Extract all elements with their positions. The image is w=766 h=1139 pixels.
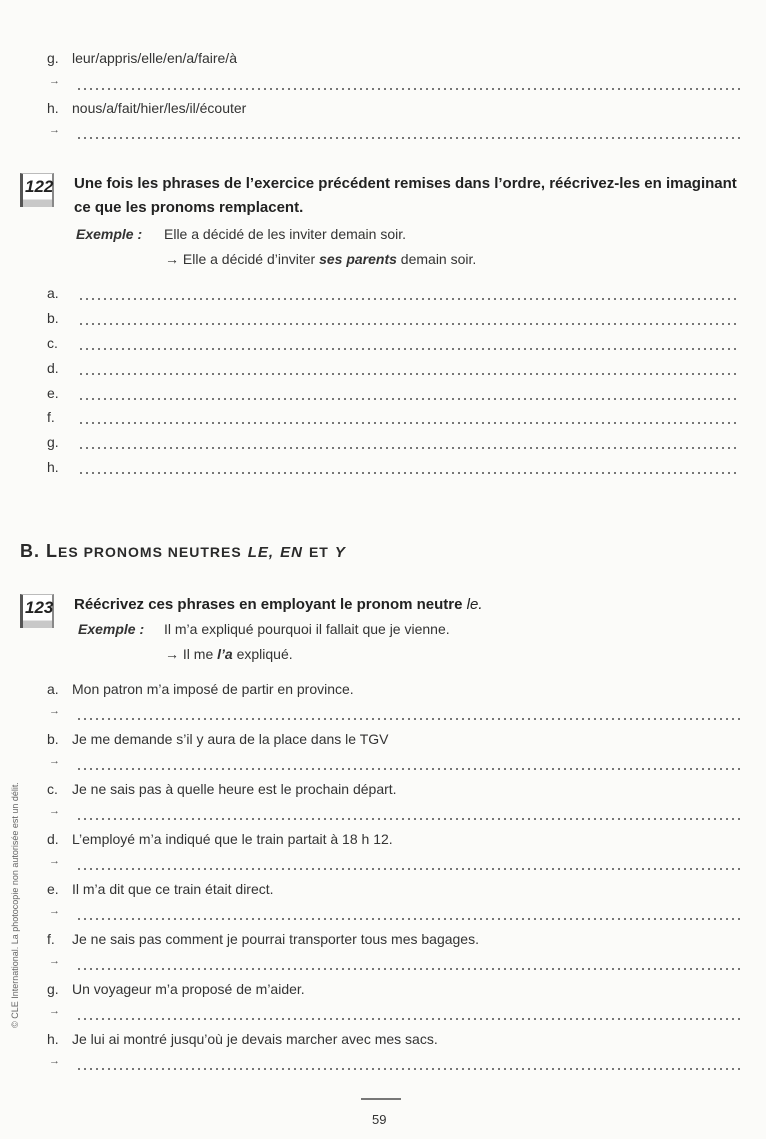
copyright-note: © CLE International. La photocopie non autorisée est un délit. [10, 782, 20, 1028]
item-letter: h. [47, 1031, 59, 1047]
answer-line [78, 348, 738, 350]
answer-line [76, 88, 740, 90]
item-text: Je lui ai montré jusqu’où je devais marcher avec mes sacs. [72, 1031, 438, 1047]
item-letter: b. [47, 731, 59, 747]
exercise-number: 122 [25, 177, 54, 196]
answer-line [76, 718, 740, 720]
example-label: Exemple : [76, 226, 143, 242]
answer-letter: g. [47, 434, 59, 450]
item-letter: h. [47, 100, 59, 116]
answer-line [76, 868, 740, 870]
page-number: 59 [372, 1112, 387, 1127]
answer-letter: d. [47, 360, 59, 376]
item-letter: g. [47, 981, 59, 997]
exercise-number: 123 [25, 598, 54, 617]
answer-line [78, 398, 738, 400]
exercise-instruction: Une fois les phrases de l’exercice précédent remises dans l’ordre, réécrivez-les en imaginant ce que les pronoms remplacent. [74, 175, 737, 216]
page-number-rule [361, 1098, 401, 1100]
arrow-icon: → [49, 955, 60, 967]
answer-letter: h. [47, 459, 59, 475]
answer-line [78, 298, 738, 300]
item-letter: e. [47, 881, 59, 897]
arrow-icon: → [49, 855, 60, 867]
answer-line [78, 323, 738, 325]
answer-line [76, 768, 740, 770]
example-answer: → Elle a décidé d’inviter ses parents demain soir. [165, 251, 477, 267]
answer-letter: c. [47, 335, 58, 351]
answer-line [76, 137, 740, 139]
arrow-icon: → [49, 1005, 60, 1017]
arrow-icon: → [49, 75, 60, 87]
answer-line [76, 818, 740, 820]
item-text: Je me demande s’il y aura de la place dans le TGV [72, 731, 389, 747]
arrow-icon: → [49, 705, 60, 717]
arrow-icon: → [49, 124, 60, 136]
item-text: Je ne sais pas à quelle heure est le prochain départ. [72, 781, 397, 797]
answer-line [76, 918, 740, 920]
item-letter: g. [47, 50, 59, 66]
arrow-icon: → [49, 755, 60, 767]
item-text: Un voyageur m’a proposé de m’aider. [72, 981, 305, 997]
example-sentence: Il m’a expliqué pourquoi il fallait que je vienne. [164, 621, 450, 637]
exercise-instruction: Réécrivez ces phrases en employant le pronom neutre le. [74, 596, 483, 613]
item-text: nous/a/fait/hier/les/il/écouter [72, 100, 247, 116]
item-text: Il m’a dit que ce train était direct. [72, 881, 274, 897]
item-text: L’employé m’a indiqué que le train partait à 18 h 12. [72, 831, 393, 847]
answer-letter: b. [47, 310, 59, 326]
answer-line [78, 373, 738, 375]
answer-line [78, 472, 738, 474]
item-letter: d. [47, 831, 59, 847]
answer-letter: a. [47, 285, 59, 301]
example-sentence: Elle a décidé de les inviter demain soir. [164, 226, 407, 242]
item-letter: c. [47, 781, 58, 797]
section-heading: B. LES PRONOMS NEUTRES LE, EN ET Y [20, 541, 346, 561]
answer-letter: f. [47, 409, 55, 425]
answer-line [78, 422, 738, 424]
exercise-number-box [20, 594, 54, 628]
answer-line [78, 447, 738, 449]
example-label: Exemple : [78, 621, 145, 637]
answer-line [76, 1018, 740, 1020]
arrow-icon: → [49, 905, 60, 917]
arrow-icon: → [49, 1055, 60, 1067]
answer-letter: e. [47, 385, 59, 401]
exercise-number-box [20, 173, 54, 207]
item-letter: f. [47, 931, 55, 947]
item-text: leur/appris/elle/en/a/faire/à [72, 50, 237, 66]
answer-line [76, 1068, 740, 1070]
example-answer: → Il me l’a expliqué. [165, 646, 293, 662]
arrow-icon: → [49, 805, 60, 817]
item-letter: a. [47, 681, 59, 697]
item-text: Je ne sais pas comment je pourrai transporter tous mes bagages. [72, 931, 479, 947]
answer-line [76, 968, 740, 970]
item-text: Mon patron m’a imposé de partir en province. [72, 681, 354, 697]
